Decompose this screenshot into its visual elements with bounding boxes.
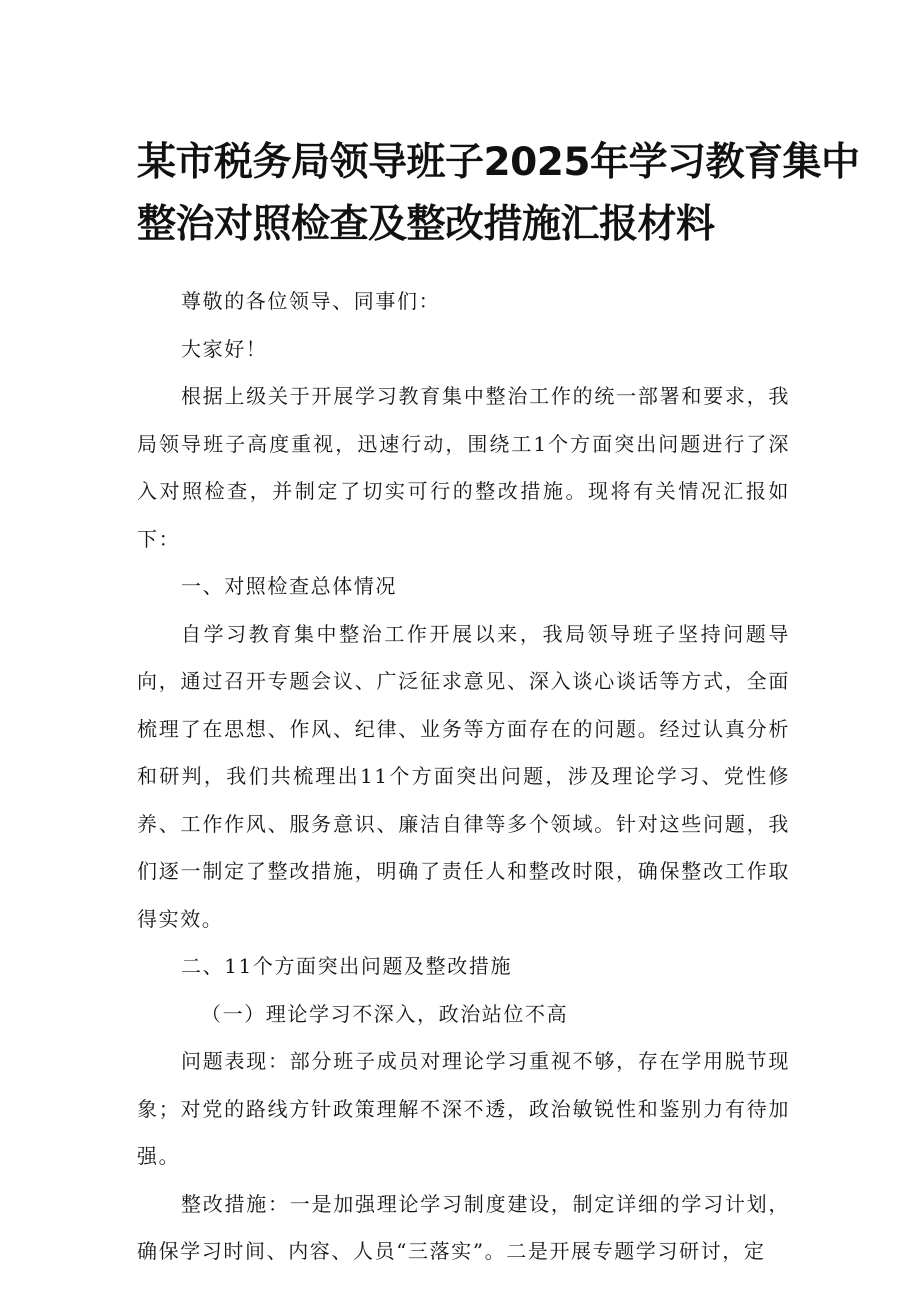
measures-paragraph: 整改措施：一是加强理论学习制度建设，制定详细的学习计划，确保学习时间、内容、人员“三落实”。二是开展专题学习研讨，定 — [137, 1191, 790, 1263]
document-body — [137, 278, 790, 1276]
title-line-2: 整治对照检查及整改措施汇报材料 — [137, 202, 715, 247]
document-title — [137, 132, 860, 256]
problem-paragraph: 问题表现：部分班子成员对理论学习重视不够，存在学用脱节现象；对党的路线方针政策理解不深不透，政治敏锐性和鉴别力有待加强。 — [137, 1049, 790, 1168]
section-heading-2: 二、11个方面突出问题及整改措施 — [181, 954, 513, 978]
intro-paragraph: 根据上级关于开展学习教育集中整治工作的统一部署和要求，我局领导班子高度重视，迅速行动，围绕工1个方面突出问题进行了深入对照检查，并制定了切实可行的整改措施。现将有关情况汇报如下： — [137, 384, 790, 551]
overview-paragraph: 自学习教育集中整治工作开展以来，我局领导班子坚持问题导向，通过召开专题会议、广泛征求意见、深入谈心谈话等方式，全面梳理了在思想、作风、纪律、业务等方面存在的问题。经过认真分析和研判，我们共梳理出11个方面突出问题，涉及理论学习、党性修养、工作作风、服务意识、廉洁自律等多个领域。针对这些问题，我们逐一制定了整改措施，明确了责任人和整改时限，确保整改工作取得实效。 — [137, 621, 790, 931]
subsection-heading-1: （一）理论学习不深入，政治站位不高 — [201, 1001, 569, 1026]
greeting: 大家好！ — [181, 336, 268, 361]
title-line-1: 某市税务局领导班子2025年学习教育集中 — [137, 140, 860, 185]
section-heading-1: 一、对照检查总体情况 — [181, 574, 397, 598]
salutation: 尊敬的各位领导、同事们： — [181, 289, 441, 313]
